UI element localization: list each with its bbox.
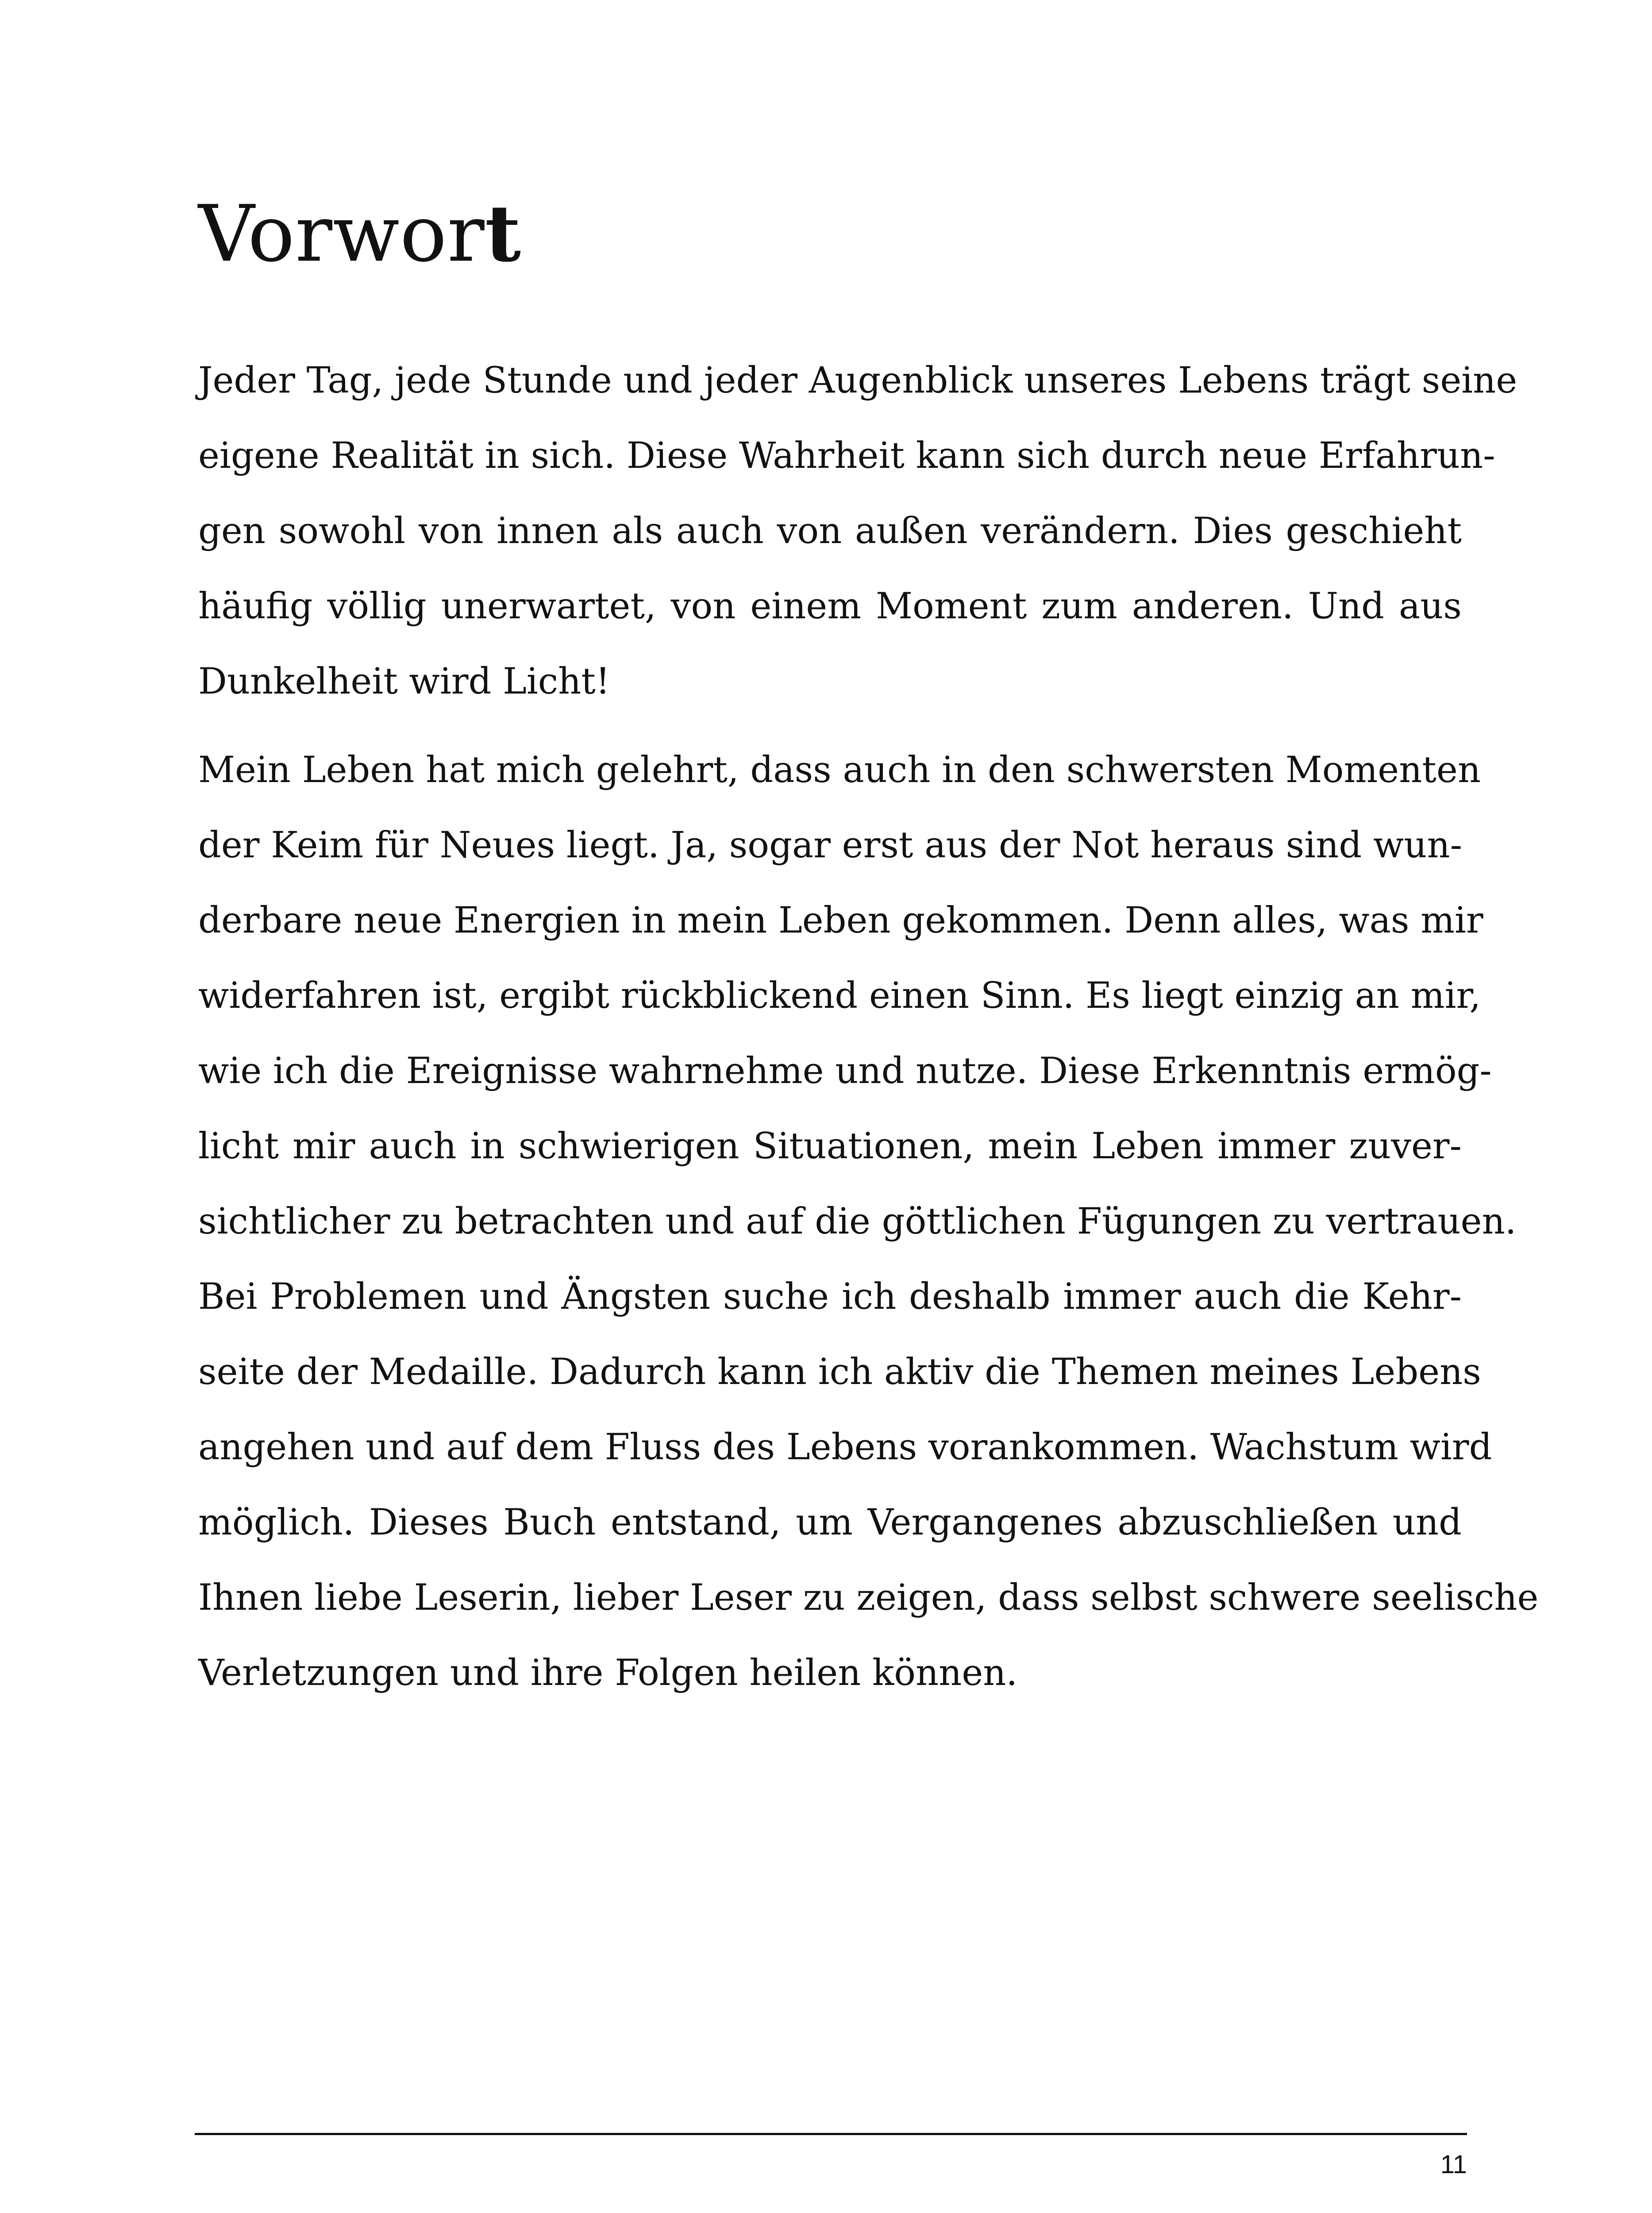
page-title: [198, 188, 522, 279]
footer-divider: [195, 2133, 1467, 2135]
text-line: Dunkelheit wird Licht!: [198, 661, 610, 702]
page-number: 11: [1440, 2150, 1467, 2179]
page-title-last-letter: t: [485, 188, 522, 279]
text-line: häufig völlig unerwartet, von einem Moment zum anderen. Und aus: [198, 586, 1462, 627]
text-line: wie ich die Ereignisse wahrnehme und nutze. Diese Erkenntnis ermög-: [198, 1050, 1492, 1092]
text-line: Mein Leben hat mich gelehrt, dass auch in den schwersten Momenten: [198, 749, 1481, 791]
text-line: seite der Medaille. Dadurch kann ich aktiv die Themen meines Lebens: [198, 1351, 1481, 1393]
text-line: angehen und auf dem Fluss des Lebens vorankommen. Wachstum wird: [198, 1426, 1492, 1468]
paragraph: [198, 343, 1517, 719]
text-line: Bei Problemen und Ängsten suche ich deshalb immer auch die Kehr-: [198, 1276, 1462, 1318]
text-line: widerfahren ist, ergibt rückblickend einen Sinn. Es liegt einzig an mir,: [198, 975, 1481, 1017]
text-line: eigene Realität in sich. Diese Wahrheit kann sich durch neue Erfahrun-: [198, 435, 1495, 477]
text-line: möglich. Dieses Buch entstand, um Vergangenes abzuschließen und: [198, 1502, 1462, 1543]
text-line: gen sowohl von innen als auch von außen verändern. Dies geschieht: [198, 510, 1462, 552]
text-line: sichtlicher zu betrachten und auf die göttlichen Fügungen zu vertrauen.: [198, 1201, 1517, 1242]
page-title-main: Vorwor: [198, 189, 485, 279]
paragraph: [198, 733, 1539, 1711]
body-text: [198, 343, 1539, 1711]
paragraph-gap: [198, 719, 1462, 733]
text-line: Ihnen liebe Leserin, lieber Leser zu zeigen, dass selbst schwere seelische: [198, 1577, 1539, 1619]
text-line: Verletzungen und ihre Folgen heilen können.: [198, 1652, 1018, 1694]
text-line: derbare neue Energien in mein Leben gekommen. Denn alles, was mir: [198, 900, 1483, 941]
text-line: licht mir auch in schwierigen Situationen, mein Leben immer zuver-: [198, 1126, 1462, 1167]
text-line: Jeder Tag, jede Stunde und jeder Augenblick unseres Lebens trägt seine: [198, 360, 1517, 401]
text-line: der Keim für Neues liegt. Ja, sogar erst aus der Not heraus sind wun-: [198, 825, 1463, 866]
